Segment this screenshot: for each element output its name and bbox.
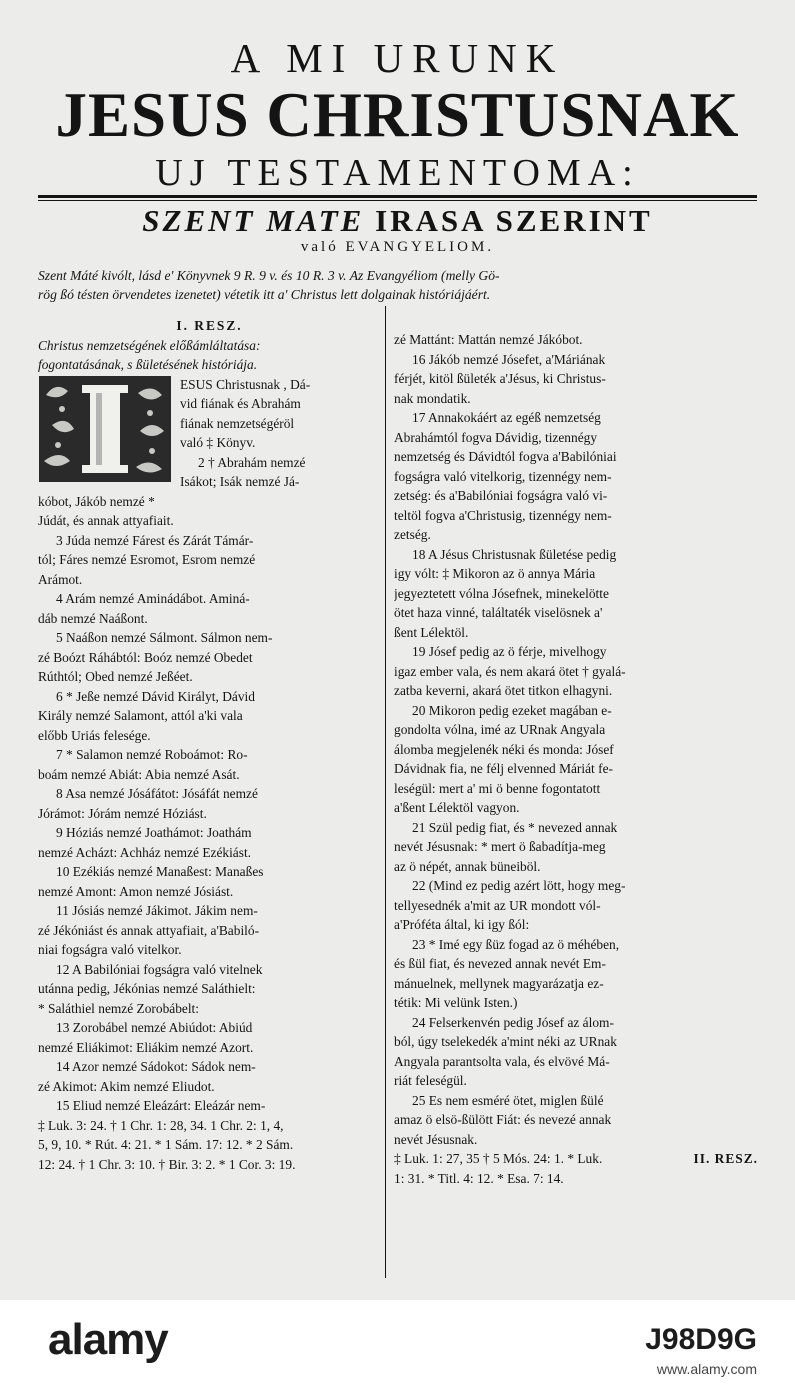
verse-line: nak mondatik. (394, 390, 471, 406)
verse-line: ESUS Christusnak , Dá- (180, 376, 311, 392)
verse-line: zetség: és a'Babilóniai fogságra való vi- (394, 488, 608, 503)
intro-line: rög ßó tésten örvendetes izenetet) vétetik itt a' Christus lett dolgainak históriájáért. (38, 287, 491, 302)
verse-line: ból, úgy tselekedék a'mint néki az URnak (394, 1034, 617, 1049)
verse-line: 18 A Jésus Christusnak ßületése pedig (412, 546, 617, 562)
verse-line: 7 * Salamon nemzé Roboámot: Ro- (56, 747, 248, 762)
verse-line: 9 Hóziás nemzé Joathámot: Joathám (56, 825, 252, 840)
verse-line: zé Boózt Ráhábtól: Boóz nemzé Obedet (38, 649, 253, 665)
verse-line: 12: 24. † 1 Chr. 3: 10. † Bir. 3: 2. * 1 Cor. 3: 19. (38, 1156, 296, 1172)
verse-line: ‡ Luk. 1: 27, 35 † 5 Mós. 24: 1. * Luk. (394, 1151, 603, 1166)
verse-line: nevét Jésusnak. (394, 1131, 478, 1147)
left-verse-list (38, 511, 381, 1174)
title-rule (38, 195, 757, 198)
verse-line: igaz ember vala, és nem akará ötet † gyalá- (394, 663, 626, 679)
verse-line: 12 A Babilóniai fogságra való vitelnek (56, 961, 263, 977)
verse-line: 5 Naáßon nemzé Sálmont. Sálmon nem- (56, 630, 273, 645)
verse-line: 3 Júda nemzé Fárest és Zárát Támár- (56, 532, 254, 548)
verse-line: fiának nemzetségéröl (180, 415, 295, 431)
verse-line: Arámot. (38, 571, 83, 587)
verse-line: Jórámot: Jórám nemzé Hóziást. (38, 805, 207, 821)
verse-line: tellyesednék a'mit az UR mondott vól- (394, 897, 601, 913)
verse-line: 11 Jósiás nemzé Jákimot. Jákim nem- (56, 903, 258, 918)
verse-line: 2 † Abrahám nemzé (198, 454, 306, 470)
verse-line: tétik: Mi velünk Isten.) (394, 995, 518, 1010)
verse-line: nevét Jésusnak: * mert ö ßabadítja-meg (394, 839, 606, 854)
verse-line: Angyala parantsolta vala, és elvövé Má- (394, 1053, 610, 1069)
left-column (38, 316, 381, 1174)
verse-line: utánna pedig, Jékónias nemzé Saláthielt: (38, 981, 256, 996)
title-line-1: A MI URUNK (230, 35, 565, 81)
verse-line: Abrahámtól fogva Dávidig, tizennégy (394, 429, 598, 445)
verse-line: 21 Szül pedig fiat, és * nevezed annak (412, 819, 618, 835)
verse-line: előbb Uriás felesége. (38, 727, 151, 743)
right-verse-list (394, 330, 758, 1188)
verse-line: 13 Zorobábel nemzé Abiúdot: Abiúd (56, 1020, 253, 1035)
verse-line: teltöl fogva a'Christusig, tizennégy nem- (394, 507, 612, 523)
verse-line: mánuelnek, mellynek magyarázatja ez- (394, 975, 604, 991)
verse-line: zetség. (394, 527, 431, 542)
verse-line: 10 Ezékiás nemzé Manaßest: Manaßes (56, 864, 264, 879)
dropcap-block (38, 375, 381, 512)
verse-line: Dávidnak fia, ne félj elvenned Máriát fe- (394, 761, 613, 776)
verse-line: 19 Jósef pedig az ö férje, mivelhogy (412, 644, 607, 659)
verse-line: * Saláthiel nemzé Zorobábelt: (38, 1000, 200, 1016)
verse-line: fogságra való vitelkorig, tizennégy nem- (394, 468, 612, 484)
verse-line: az ö népét, annak büneiböl. (394, 858, 541, 874)
gospel-heading-part2: IRASA (375, 203, 485, 238)
verse-line: 23 * Imé egy ßüz fogad az ö méhében, (412, 936, 620, 952)
verse-line: Rúthtól; Obed nemzé Jeßéet. (38, 669, 193, 684)
column-divider (385, 306, 386, 1278)
intro-line: Szent Máté kivólt, lásd e' Könyvnek 9 R. 9 v. és 10 R. 3 v. Az Evangyéliom (melly Gö- (38, 268, 500, 283)
verse-line: és ßül fiat, és nevezed annak nevét Em- (394, 956, 606, 971)
verse-line: való ‡ Könyv. (180, 435, 256, 450)
verse-line: 22 (Mind ez pedig azért lött, hogy meg- (412, 878, 626, 893)
verse-line: nemzetség és Dávidtól fogva a'Babilóniai (394, 449, 617, 464)
verse-line: 25 Es nem esméré ötet, miglen ßülé (412, 1092, 604, 1108)
verse-line: boám nemzé Abiát: Abia nemzé Asát. (38, 766, 240, 782)
verse-line: kóbot, Jákób nemzé * (38, 493, 155, 509)
gospel-subheading: való EVANGYELIOM. (300, 239, 495, 255)
verse-line: 1: 31. * Titl. 4: 12. * Esa. 7: 14. (394, 1170, 564, 1186)
verse-line: jegyeztetett vólna Jósefnek, minekelötte (394, 585, 609, 601)
verse-line: zatba keverni, akará ötet titkon elhagyni. (394, 683, 613, 698)
verse-line: a'Próféta által, ki igy ßól: (394, 917, 530, 932)
verse-line: 16 Jákób nemzé Jósefet, a'Máriának (412, 351, 606, 367)
verse-line: a'ßent Lélektöl vagyon. (394, 800, 520, 815)
verse-line: 15 Eliud nemzé Eleázárt: Eleázár nem- (56, 1098, 266, 1113)
ornamental-initial-icon (38, 375, 172, 483)
alamy-logo: alamy (48, 1315, 168, 1364)
title-line-2: JESUS CHRISTUSNAK (55, 80, 740, 150)
chapter-summary: fogontatásának, s ßületésének históriája. (38, 357, 258, 372)
verse-line: Isákot; Isák nemzé Já- (180, 474, 300, 489)
chapter-summary: Christus nemzetségének előßámláltatása: (38, 337, 261, 353)
verse-line: leségül: mert a' mi ö benne fogontatott (394, 780, 601, 796)
verse-line: Király nemzé Salamont, attól a'ki vala (38, 708, 243, 723)
verse-line: 6 * Jeße nemzé Dávid Királyt, Dávid (56, 688, 255, 704)
verse-line: álomba megjelenék néki és monda: Jósef (394, 741, 614, 757)
verse-line: zé Jékóniást és annak attyafiait, a'Babiló- (38, 922, 260, 938)
title-line-3: UJ TESTAMENTOMA: (155, 152, 640, 194)
verse-line: amaz ö elsö-ßülött Fiát: és nevezé annak (394, 1112, 612, 1127)
verse-line: ‡ Luk. 3: 24. † 1 Chr. 1: 28, 34. 1 Chr. 2: 1, 4, (38, 1117, 284, 1133)
verse-line: 4 Arám nemzé Aminádábot. Aminá- (56, 591, 250, 606)
verse-line: igy vólt: ‡ Mikoron az ö annya Mária (394, 566, 596, 581)
image-code: J98D9G (645, 1323, 757, 1356)
gospel-heading-part1: SZENT MATE (142, 203, 365, 238)
gospel-heading-part3: SZERINT (495, 203, 653, 238)
verse-line: zé Akimot: Akim nemzé Eliudot. (38, 1078, 215, 1094)
watermark-url: www.alamy.com (656, 1361, 757, 1377)
verse-line: Júdát, és annak attyafiait. (38, 513, 174, 528)
verse-line: nemzé Acházt: Achház nemzé Ezékiást. (38, 844, 252, 860)
verse-line: dáb nemzé Naáßont. (38, 610, 148, 626)
verse-line: nemzé Amont: Amon nemzé Jósiást. (38, 883, 234, 899)
verse-line: riát feleségül. (394, 1073, 467, 1088)
verse-line: férjét, kitöl ßületék a'Jésus, ki Christus- (394, 371, 606, 386)
next-chapter-heading: II. RESZ. (693, 1151, 758, 1166)
intro-paragraph (38, 266, 765, 304)
verse-line: 24 Felserkenvén pedig Jósef az álom- (412, 1014, 614, 1030)
verse-line: gondolta vólna, imé az URnak Angyala (394, 722, 606, 737)
verse-line: nemzé Eliákimot: Eliákim nemzé Azort. (38, 1039, 254, 1055)
verse-line: tól; Fáres nemzé Esromot, Esrom nemzé (38, 552, 256, 567)
right-column (394, 330, 758, 1186)
title-rule-thin (38, 200, 757, 201)
verse-line: vid fiának és Abrahám (180, 396, 301, 411)
verse-line: 5, 9, 10. * Rút. 4: 21. * 1 Sám. 17: 12. * 2 Sám. (38, 1137, 294, 1152)
chapter-heading: I. RESZ. (176, 318, 243, 333)
verse-line: zé Mattánt: Mattán nemzé Jákóbot. (394, 332, 583, 347)
verse-line: niai fogságra való vitelkor. (38, 942, 182, 957)
verse-line: 8 Asa nemzé Jósáfátot: Jósáfát nemzé (56, 786, 258, 801)
gospel-heading (0, 204, 795, 238)
verse-line: 20 Mikoron pedig ezeket magában e- (412, 702, 612, 718)
verse-line: 17 Annakokáért az egéß nemzetség (412, 410, 601, 425)
verse-line: 14 Azor nemzé Sádokot: Sádok nem- (56, 1059, 256, 1074)
verse-line: ßent Lélektöl. (394, 624, 469, 640)
verse-line: ötet haza vinné, találtaték viselösnek a' (394, 605, 603, 620)
